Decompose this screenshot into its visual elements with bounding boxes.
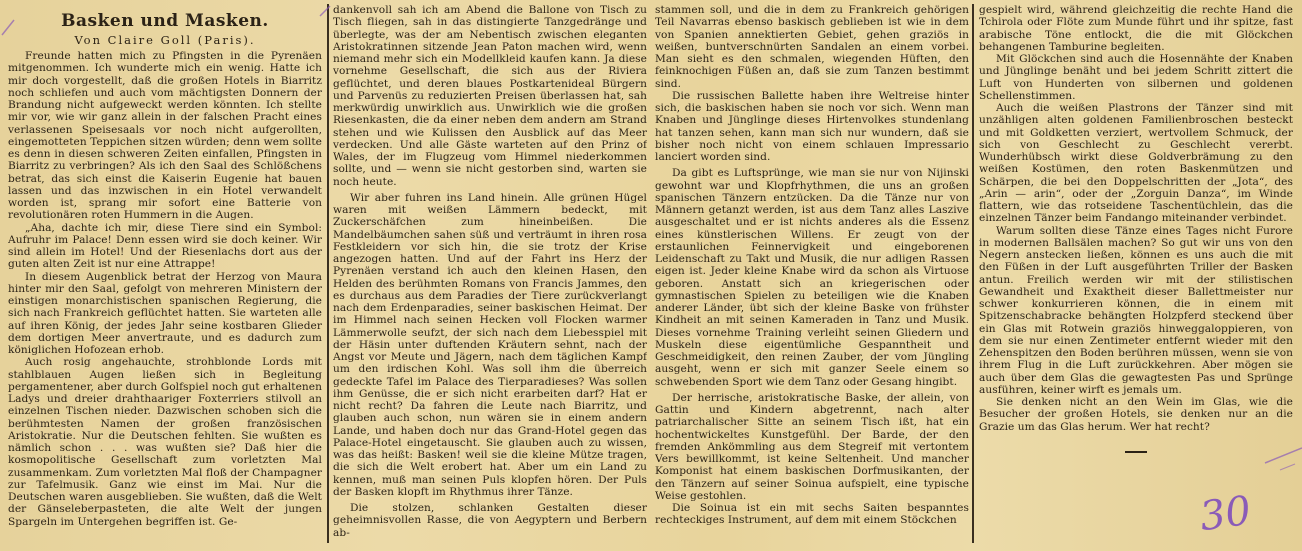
column-1 bbox=[8, 4, 322, 549]
paragraph: In diesem Augenblick betrat der Herzog von Maura hinter mir den Saal, gefolgt von mehreren Ministern der einstigen monarchistischen spanischen Regierung, die sich nach Frankreich geflüchtet hatten. Sie warteten alle auf ihren König, der jedes Jahr seine kostbaren Glieder dem dortigen Meer anvertraute, und es dadurch zum königlichen Hofozean erhob. bbox=[8, 270, 322, 356]
paragraph: Die russischen Ballette haben ihre Weltreise hinter sich, die baskischen haben sie noch vor sich. Wenn man Knaben und Jünglinge dieses Hirtenvolkes stundenlang hat tanzen sehen, kann man sich nur wundern, daß sie bisher noch nicht von einem schlauen Impressario lanciert worden sind. bbox=[655, 89, 969, 163]
paragraph: Sie denken nicht an den Wein im Glas, wie die Besucher der großen Hotels, sie denken nur an die Grazie um das Glas herum. Wer hat recht? bbox=[979, 396, 1293, 433]
column-4 bbox=[979, 4, 1293, 549]
column-2 bbox=[333, 4, 647, 549]
paragraph: Auch rosig angehauchte, strohblonde Lords mit stahlblauen Augen ließen sich in Begleitung pergamentener, aber durch Golfspiel noch gut erhaltenen Ladys und dreier drahthaariger Foxterriers stilvoll an einzelnen Tischen nieder. Dazwischen schoben sich die berühmtesten Namen der großen französischen Aristokratie. Nur die Deutschen fehlten. Sie wußten es nämlich schon . . . was wußten sie? Daß hier die kosmopolitische Gesellschaft zum vorletzten Mal zusammenkam. Zum vorletzten Mal floß der Champagner zur Tafelmusik. Ganz wie einst im Mai. Nur die Deutschen waren ausgeblieben. Sie wußten, daß die Welt der Gänseleberpasteten, die alte Welt der jungen Spargeln im Untergehen begriffen ist. Ge- bbox=[8, 356, 322, 528]
paragraph: „Aha, dachte ich mir, diese Tiere sind ein Symbol: Aufruhr im Palace! Denn essen wird sie doch keiner. Wir sind allein im Hotel! Und der Riesenlachs dort aus der guten alten Zeit ist nur eine Attrappe! bbox=[8, 221, 322, 271]
end-rule bbox=[1125, 451, 1147, 453]
column-3 bbox=[655, 4, 969, 549]
paragraph-continued: dankenvoll sah ich am Abend die Ballone von Tisch zu Tisch fliegen, sah in das distingierte Tanzgedränge und überlegte, was der am Nebentisch zwischen eleganten Aristokratinnen sitzende Jean Paton machen wird, wenn niemand mehr sich ein Modellkleid kaufen kann. Ja diese vornehme Gesellschaft, die sich aus der Riviera geflüchtet, und deren blaues Postkartenideal Bürgern und Parvenüs zu reduzierten Preisen überlassen hat, sah merkwürdig unwirklich aus. Unwirklich wie die großen Riesenkasten, die da einer neben dem andern am Strand stehen und wie Kulissen den Ausblick auf das Meer verdecken. Und alle Gäste warteten auf den Prinz of Wales, der im Flugzeug vom Himmel niederkommen sollte, und — wenn sie nicht gestorben sind, warten sie noch heute. bbox=[333, 4, 647, 188]
paragraph: Warum sollten diese Tänze eines Tages nicht Furore in modernen Ballsälen machen? So gut wir uns von den Negern anstecken ließen, können es uns auch die mit den Füßen in der Luft ausgeführten Triller der Basken antun. Freilich werden wir mit der stilistischen Gewandheit und Exaktheit dieser Ballettmeister nur schwer konkurrieren können, die in einem mit Spitzenschabracke behängten Holzpferd steckend über ein Glas mit Rotwein graziös hinweggaloppieren, von dem sie nur einen Zentimeter entfernt wieder mit den Zehenspitzen den Boden berühren müssen, wenn sie von ihrem Flug in die Luft zurückkehren. Aber mögen sie auch über dem Glas die gewagtesten Pas und Sprünge ausführen, keiner wirft es jemals um. bbox=[979, 224, 1293, 396]
paragraph: Freunde hatten mich zu Pfingsten in die Pyrenäen mitgenommen. Ich wunderte mich ein wenig. Hatte ich mir doch vorgestellt, daß die großen Hotels in Biarritz noch schliefen und auch vom mächtigsten Donnern der Brandung nicht aufgeweckt werden könnten. Ich stellte mir vor, wie wir ganz allein in der falschen Pracht eines verlassenen Speisesaals vor noch nicht aufgerollten, eingemotteten Teppichen sitzen würden; denn wem sollte es denn in diesen schweren Zeiten einfallen, Pfingsten in Biarritz zu verbringen? Als ich den Saal des Schlößchens betrat, das sich einst die Kaiserin Eugenie hat bauen lassen und das inzwischen in ein Hotel verwandelt worden ist, sprang mir sofort eine Batterie von revolutionären roten Hummern in die Augen. bbox=[8, 50, 322, 222]
column-divider bbox=[327, 4, 329, 543]
paragraph-continued: stammen soll, und die in dem zu Frankreich gehörigen Teil Navarras ebenso baskisch geblieben ist wie in dem von Spanien annektierten Gebiet, gehen graziös in weißen, buntverschnürten Sandalen an einem vorbei. Man sieht es den schmalen, wiegenden Hüften, den feinknochigen Füßen an, daß sie zum Tanzen bestimmt sind. bbox=[655, 4, 969, 90]
article-title: Basken und Masken. bbox=[61, 11, 269, 31]
article-byline: Von Claire Goll (Paris). bbox=[74, 33, 256, 47]
handwritten-annotation: 30 bbox=[1197, 487, 1254, 541]
paragraph: Der herrische, aristokratische Baske, der allein, von Gattin und Kindern abgetrennt, nach alter patriarchalischer Sitte an seinem Tisch ißt, hat ein hochentwickeltes Kunstgefühl. Der Barde, der den fremden Ankömmling aus dem Stegreif mit vertontem Vers bewillkommt, ist keine Seltenheit. Und mancher Komponist hat einem baskischen Dorfmusikanten, der den Tänzern auf seiner Soinua aufspielt, eine typische Weise gestohlen. bbox=[655, 391, 969, 502]
column-divider bbox=[972, 4, 974, 543]
paragraph: Da gibt es Luftsprünge, wie man sie nur von Nijinski gewohnt war und Klopfrhythmen, die uns an großen spanischen Tänzern entzücken. Da die Tänze nur von Männern getanzt werden, ist aus dem Tanz alles Laszive ausgeschaltet und er ist nichts anderes als die Essenz eines künstlerischen Willens. Er zeugt von der erstaunlichen Feinnervigkeit und eingeborenen Leidenschaft zu Takt und Musik, die nur adligen Rassen eigen ist. Jeder kleine Knabe wird da schon als Virtuose geboren. Anstatt sich an kriegerischen oder gymnastischen Spielen zu beteiligen wie die Knaben anderer Länder, übt sich der kleine Baske von frühster Kindheit an mit seinen Kameraden in Tanz und Musik. Dieses vornehme Training verleiht seinen Gliedern und Muskeln diese eigentümliche Gespanntheit und Geschmeidigkeit, den reinen Zauber, der vom Jüngling ausgeht, wenn er sich mit ganzer Seele einem so schwebenden Sport wie dem Tanz oder Gesang hingibt. bbox=[655, 167, 969, 388]
paragraph: Die stolzen, schlanken Gestalten dieser geheimnisvollen Rasse, die von Aegyptern und Berbern ab- bbox=[333, 502, 647, 539]
paragraph-continued: gespielt wird, während gleichzeitig die rechte Hand die Tchirola oder Flöte zum Munde führt und ihr spitze, fast arabische Töne entlockt, die die mit Glöckchen behangenen Tamburine begleiten. bbox=[979, 4, 1293, 53]
paragraph: Auch die weißen Plastrons der Tänzer sind mit unzähligen alten goldenen Familienbroschen besteckt und mit Goldketten verziert, wertvollem Schmuck, der sich von Geschlecht zu Geschlecht vererbt. Wunderhübsch wirkt diese Goldverbrämung zu den weißen Kostümen, den roten Baskenmützen und Schärpen, die bei den Doppelschritten der „Jota“, des „Arin — arin“, oder der „Zorguin Danza“, im Winde flattern, wie das rotseidene Taschentüchlein, das die einzelnen Tänzer beim Fandango miteinander verbindet. bbox=[979, 102, 1293, 225]
paragraph: Mit Glöckchen sind auch die Hosennähte der Knaben und Jünglinge benäht und bei jedem Schritt zittert die Luft von Hunderten von silbernen und goldenen Schellenstimmen. bbox=[979, 53, 1293, 102]
paragraph: Die Soinua ist ein mit sechs Saiten bespanntes rechteckiges Instrument, auf dem mit einem Stöckchen bbox=[655, 502, 969, 527]
paragraph: Wir aber fuhren ins Land hinein. Alle grünen Hügel waren mit weißen Lämmern bedeckt, mit Zuckerschäfchen zum hineinbeißen. Die Mandelbäumchen sahen süß und verträumt in ihren rosa Festkleidern vor sich hin, die sie trotz der Krise angezogen hatten. Und auf der Fahrt ins Herz der Pyrenäen verstand ich auch den kleinen Hasen, den Helden des berühmten Romans von Francis Jammes, den es durchaus aus dem Paradies der Tiere zurückverlangt nach dem Erdenparadies, seiner baskischen Heimat. Der im Himmel nach seinen Hecken voll Flocken warmer Lämmerwolle seufzt, der sich nach dem Liebesspiel mit der Häsin unter duftenden Kräutern sehnt, nach der Angst vor Meute und Jägern, nach dem täglichen Kampf um den irdischen Kohl. Was soll ihm die überreich gedeckte Tafel im Palace des Tierparadieses? Was sollen ihm Genüsse, die er sich nicht erarbeiten darf? Hat er nicht recht? Da fahren die Leute nach Biarritz, und glauben auch schon, nun wären sie in einem andern Lande, und haben doch nur das Grand-Hotel gegen das Palace-Hotel eingetauscht. Sie glauben auch zu wissen, was das heißt: Basken! weil sie die kleine Mütze tragen, die sich die Welt erobert hat. Aber um ein Land zu kennen, muß man seinen Puls klopfen hören. Der Puls der Basken klopft im Rhythmus ihrer Tänze. bbox=[333, 191, 647, 498]
